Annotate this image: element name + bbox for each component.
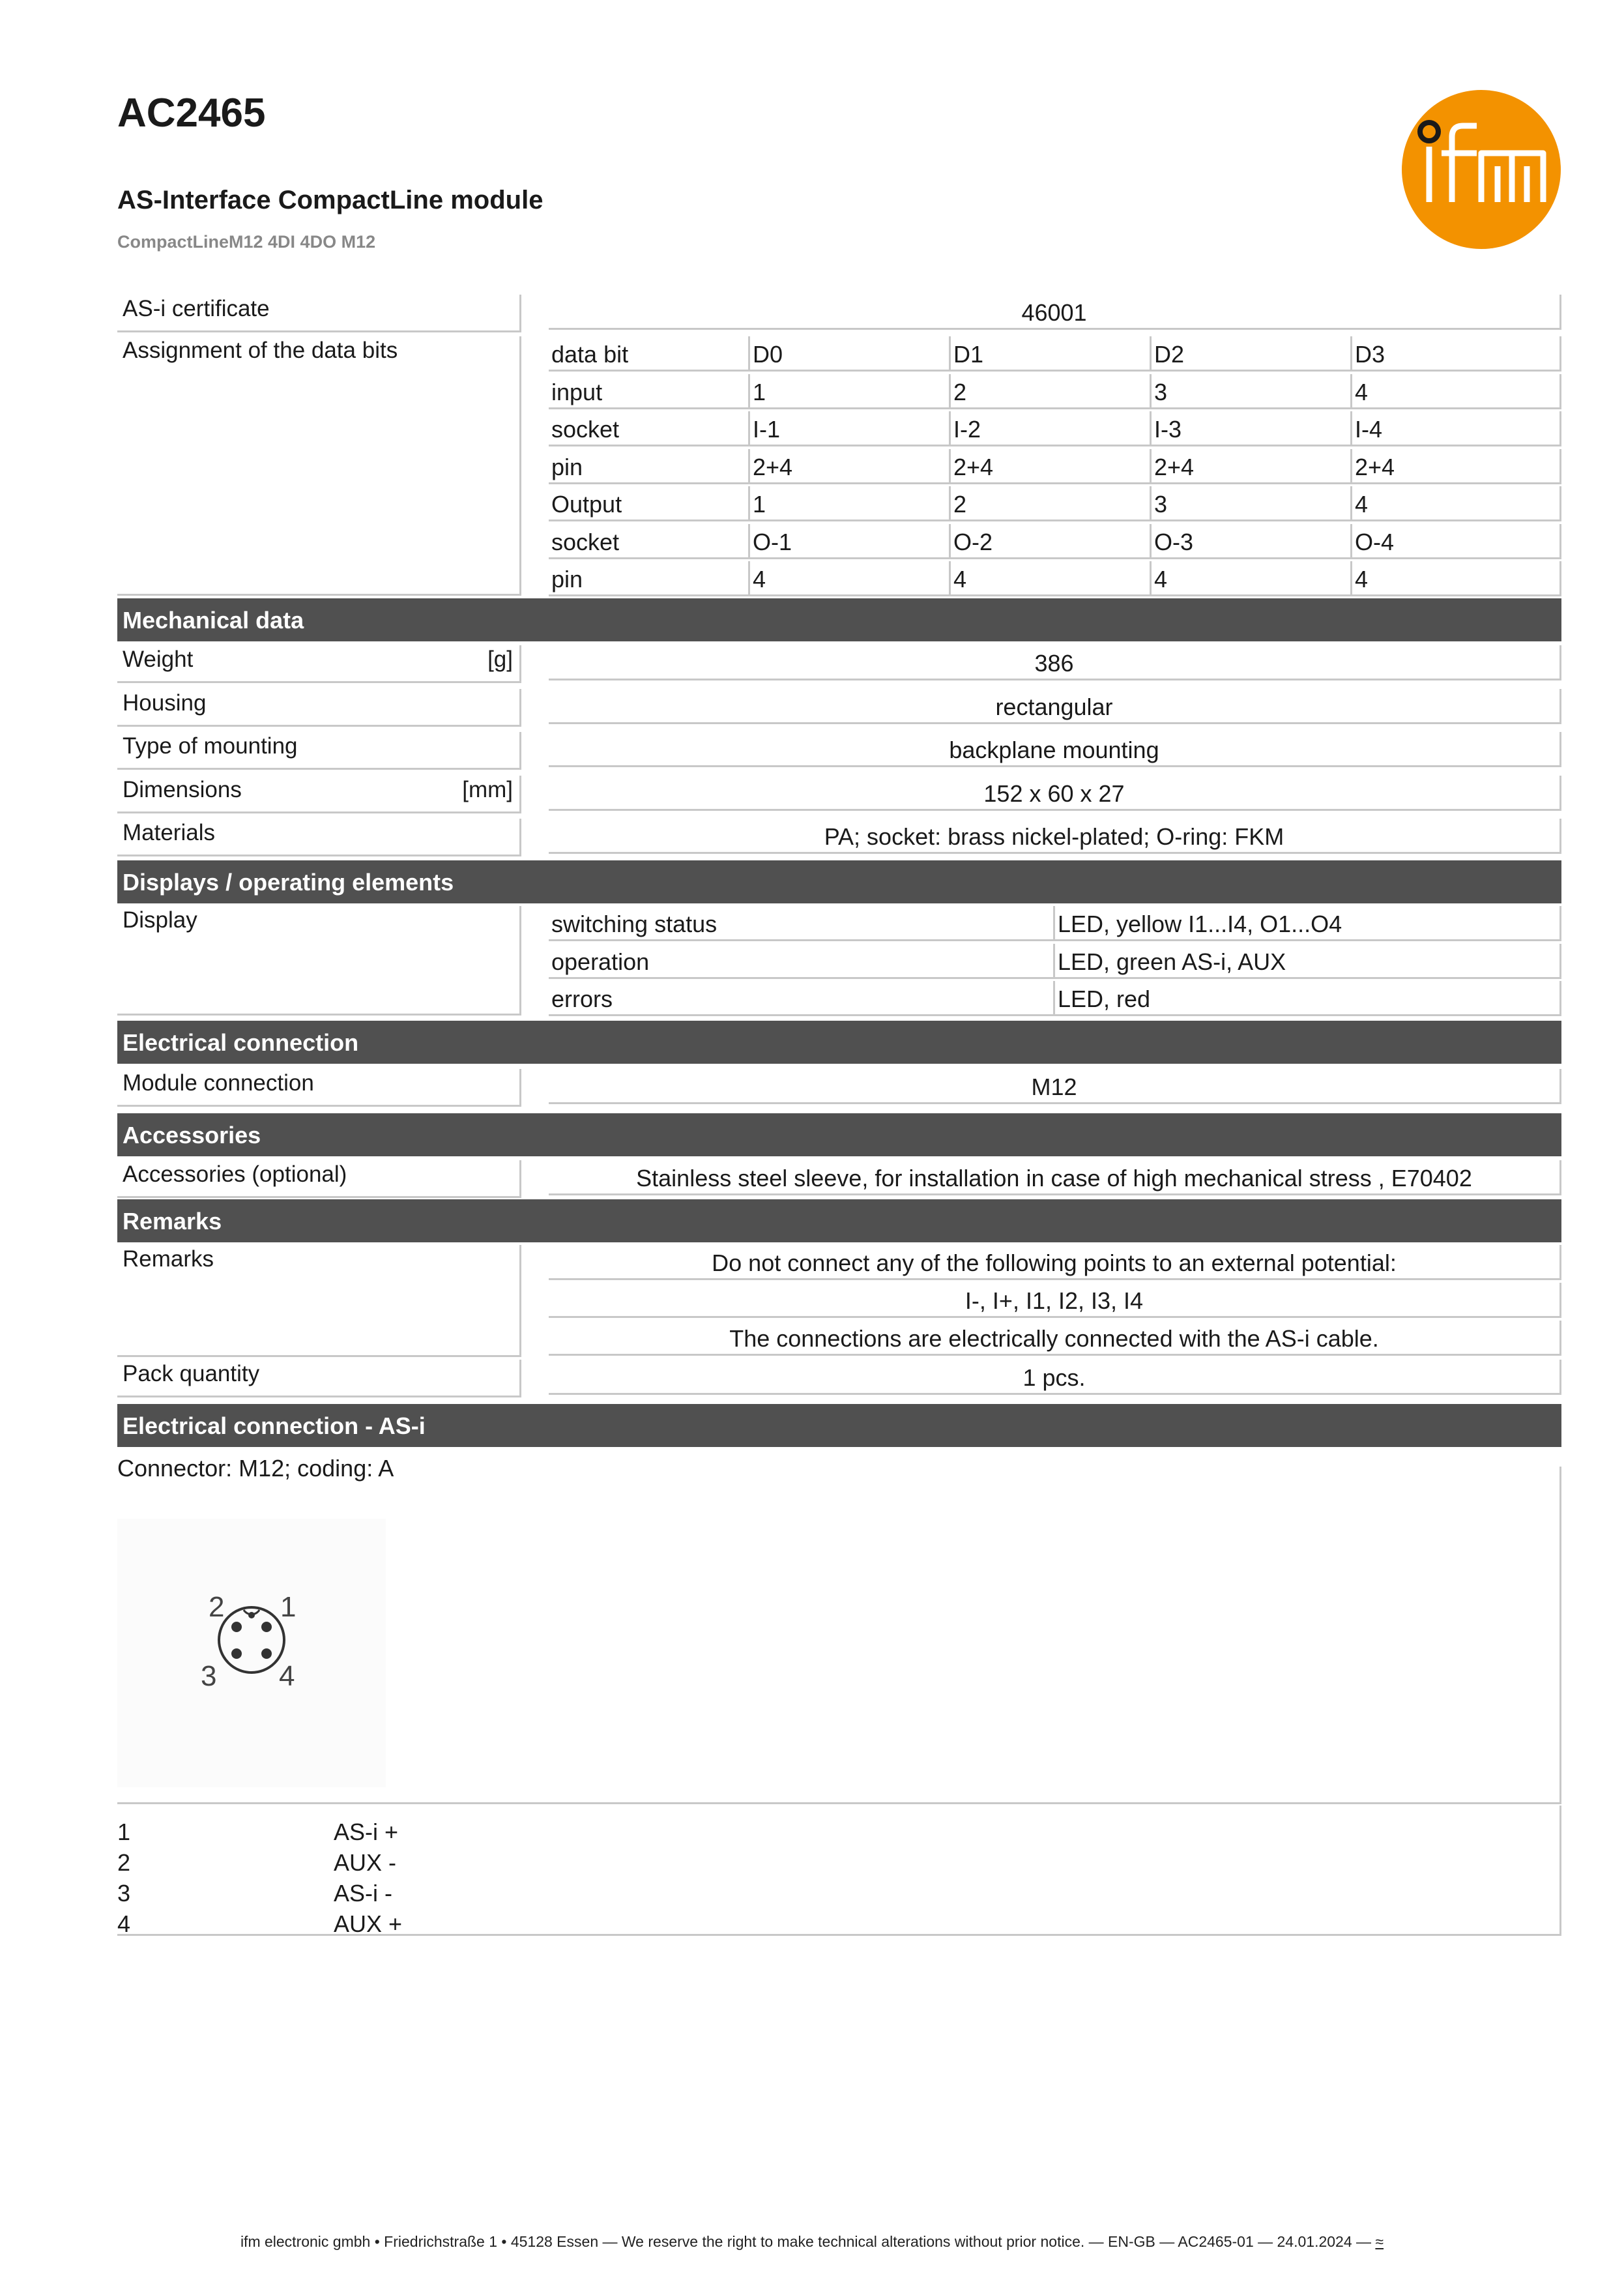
- assignment-cell: 4: [750, 561, 951, 596]
- pinout-number: 2: [117, 1849, 131, 1876]
- module-connection-label: Module connection: [117, 1069, 521, 1107]
- assignment-row-label: socket: [549, 524, 750, 559]
- pinout-number: 3: [117, 1880, 131, 1907]
- assignment-cell: O-4: [1352, 524, 1561, 559]
- mechanical-label: [117, 732, 521, 770]
- assignment-cell: 4: [1352, 561, 1561, 596]
- pinout-number: 4: [117, 1910, 131, 1937]
- display-item-value: LED, green AS-i, AUX: [1055, 944, 1561, 979]
- mechanical-value: backplane mounting: [549, 732, 1561, 767]
- assignment-cell: O-3: [1152, 524, 1352, 559]
- assignment-label: Assignment of the data bits: [117, 336, 521, 596]
- display-item-label: errors: [549, 981, 1055, 1016]
- mechanical-label: [117, 776, 521, 813]
- certificate-value: 46001: [549, 295, 1561, 330]
- assignment-cell: I-2: [951, 411, 1152, 446]
- footer: [0, 2233, 1624, 2251]
- certificate-label: AS-i certificate: [117, 295, 521, 332]
- assignment-cell: 3: [1152, 486, 1352, 521]
- product-code: AC2465: [117, 91, 266, 136]
- assignment-cell: I-4: [1352, 411, 1561, 446]
- pinout-function: AUX +: [334, 1910, 403, 1937]
- connector-text: Connector: M12; coding: A: [117, 1455, 394, 1482]
- assignment-cell: 2+4: [1152, 449, 1352, 484]
- pack-quantity-label: Pack quantity: [117, 1360, 521, 1397]
- assignment-cell: O-2: [951, 524, 1152, 559]
- remarks-block: [117, 1245, 1561, 1357]
- mechanical-row: [117, 819, 1561, 856]
- assignment-cell: 1: [750, 374, 951, 409]
- mechanical-row: [117, 732, 1561, 770]
- accessories-label: Accessories (optional): [117, 1160, 521, 1198]
- mechanical-row: [117, 645, 1561, 683]
- assignment-cell: I-1: [750, 411, 951, 446]
- assignment-row-label: Output: [549, 486, 750, 521]
- assignment-cell: 4: [951, 561, 1152, 596]
- remarks-line-3: The connections are electrically connected with the AS-i cable.: [549, 1321, 1561, 1356]
- assignment-cell: D2: [1152, 336, 1352, 372]
- assignment-cell: 2: [951, 374, 1152, 409]
- pin-label-2: 2: [209, 1591, 225, 1623]
- assignment-cell: D1: [951, 336, 1152, 372]
- section-displays: Displays / operating elements: [117, 860, 1561, 903]
- pin-label-4: 4: [279, 1660, 295, 1692]
- module-connection-row: [117, 1069, 1561, 1107]
- display-item-label: switching status: [549, 906, 1055, 941]
- footer-text: ifm electronic gmbh • Friedrichstraße 1 • 45128 Essen — We reserve the right to make technical alterations without prior notice. — EN-GB — AC2465-01 — 24.01.2024 —: [240, 2233, 1372, 2250]
- mechanical-label-text: Dimensions: [123, 776, 242, 802]
- display-label: Display: [117, 906, 521, 1016]
- assignment-row-label: data bit: [549, 336, 750, 372]
- assignment-row-label: socket: [549, 411, 750, 446]
- assignment-block: [117, 336, 1561, 596]
- assignment-row-label: pin: [549, 449, 750, 484]
- assignment-cell: 1: [750, 486, 951, 521]
- mechanical-value: 152 x 60 x 27: [549, 776, 1561, 811]
- pin-label-1: 1: [280, 1591, 297, 1623]
- pin-label-3: 3: [201, 1660, 217, 1692]
- assignment-cell: 4: [1152, 561, 1352, 596]
- assignment-cell: I-3: [1152, 411, 1352, 446]
- remarks-label: Remarks: [117, 1245, 521, 1357]
- remarks-line-1: Do not connect any of the following points to an external potential:: [549, 1245, 1561, 1280]
- ifm-logo: [1400, 88, 1563, 251]
- assignment-cell: 4: [1352, 374, 1561, 409]
- mechanical-row: [117, 776, 1561, 813]
- module-connection-value: M12: [549, 1069, 1561, 1104]
- assignment-cell: 3: [1152, 374, 1352, 409]
- display-item-value: LED, yellow I1...I4, O1...O4: [1055, 906, 1561, 941]
- section-remarks: Remarks: [117, 1199, 1561, 1242]
- mechanical-label-text: Type of mounting: [123, 733, 298, 759]
- m12-connector-pin-diagram: [117, 1519, 386, 1787]
- accessories-row: [117, 1160, 1561, 1198]
- mechanical-label: [117, 819, 521, 856]
- pinout-function: AS-i +: [334, 1819, 399, 1845]
- pack-quantity-value: 1 pcs.: [549, 1360, 1561, 1395]
- accessories-value: Stainless steel sleeve, for installation in case of high mechanical stress , E70402: [549, 1160, 1561, 1195]
- assignment-cell: 4: [1352, 486, 1561, 521]
- assignment-cell: 2+4: [951, 449, 1152, 484]
- pinout-function: AS-i -: [334, 1880, 392, 1907]
- pinout-number: 1: [117, 1819, 131, 1845]
- assignment-cell: 2: [951, 486, 1152, 521]
- mechanical-label-text: Housing: [123, 690, 207, 716]
- pinout-function: AUX -: [334, 1849, 397, 1876]
- mechanical-value: 386: [549, 645, 1561, 680]
- mechanical-row: [117, 689, 1561, 727]
- product-subtitle: CompactLineM12 4DI 4DO M12: [117, 232, 376, 252]
- assignment-cell: D0: [750, 336, 951, 372]
- pack-quantity-row: [117, 1360, 1561, 1397]
- mechanical-label: [117, 645, 521, 683]
- display-block: [117, 906, 1561, 1016]
- section-asi-connection: Electrical connection - AS-i: [117, 1404, 1561, 1447]
- assignment-cell: O-1: [750, 524, 951, 559]
- page-mark-icon: ≈: [1375, 2233, 1384, 2250]
- assignment-row-label: pin: [549, 561, 750, 596]
- mechanical-unit: [g]: [487, 647, 513, 672]
- assignment-row-label: input: [549, 374, 750, 409]
- mechanical-label: [117, 689, 521, 727]
- mechanical-unit: [mm]: [462, 776, 513, 802]
- mechanical-value: PA; socket: brass nickel-plated; O-ring: FKM: [549, 819, 1561, 854]
- remarks-line-2: I-, I+, I1, I2, I3, I4: [549, 1283, 1561, 1318]
- certificate-row: [117, 295, 1561, 332]
- assignment-cell: D3: [1352, 336, 1561, 372]
- product-title: AS-Interface CompactLine module: [117, 186, 544, 214]
- display-item-value: LED, red: [1055, 981, 1561, 1016]
- section-accessories: Accessories: [117, 1113, 1561, 1156]
- mechanical-value: rectangular: [549, 689, 1561, 724]
- assignment-cell: 2+4: [750, 449, 951, 484]
- mechanical-label-text: Weight: [123, 647, 194, 672]
- section-electrical: Electrical connection: [117, 1021, 1561, 1064]
- assignment-cell: 2+4: [1352, 449, 1561, 484]
- display-item-label: operation: [549, 944, 1055, 979]
- section-mechanical: Mechanical data: [117, 598, 1561, 641]
- mechanical-label-text: Materials: [123, 820, 215, 845]
